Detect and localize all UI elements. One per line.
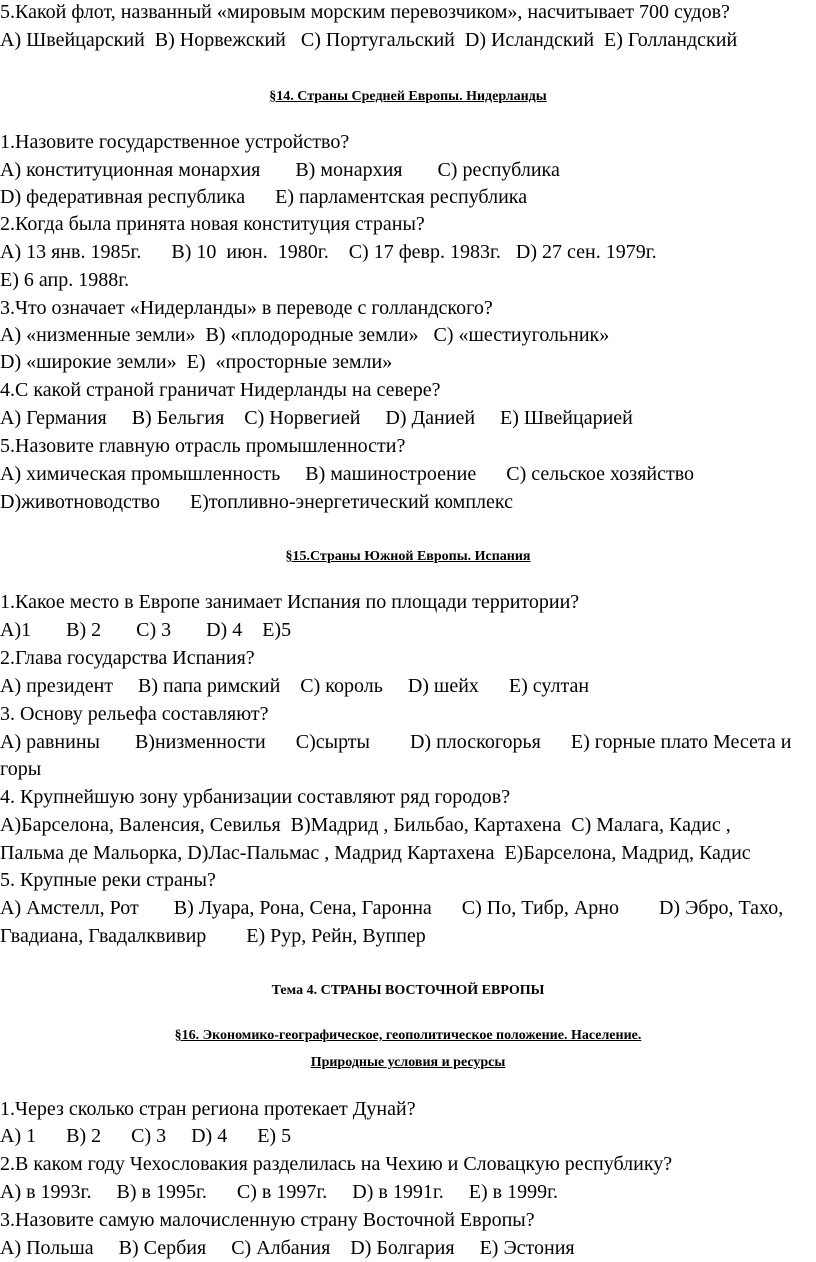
answer-options: А) 13 янв. 1985г. В) 10 июн. 1980г. С) 17 февр. 1983г. D) 27 сен. 1979г.: [0, 241, 657, 263]
answer-options: А) Польша В) Сербия С) Албания D) Болгария Е) Эстония: [0, 1237, 575, 1259]
question-text: 3.Что означает «Нидерланды» в переводе с голландского?: [0, 297, 493, 319]
answer-options: А) конституционная монархия В) монархия С) республика: [0, 159, 560, 181]
answer-options: А)Барселона, Валенсия, Севилья В)Мадрид , Бильбао, Картахена С) Малага, Кадис ,: [0, 814, 731, 836]
question-text: 5. Крупные реки страны?: [0, 869, 216, 891]
question-text: 1.Назовите государственное устройство?: [0, 131, 350, 153]
answer-options: А) Амстелл, Рот В) Луара, Рона, Сена, Гаронна С) По, Тибр, Арно D) Эбро, Тахо,: [0, 897, 784, 919]
answer-options: А) в 1993г. В) в 1995г. С) в 1997г. D) в 1991г. Е) в 1999г.: [0, 1181, 559, 1203]
question-text: 2.Глава государства Испания?: [0, 647, 255, 669]
answer-options: А) Германия В) Бельгия С) Норвегией D) Данией Е) Швейцарией: [0, 407, 633, 429]
question-text: 3.Назовите самую малочисленную страну Восточной Европы?: [0, 1209, 535, 1231]
answer-options: горы: [0, 758, 42, 780]
question-text: 2.В каком году Чехословакия разделилась на Чехию и Словацкую республику?: [0, 1153, 673, 1175]
answer-options: А) Швейцарский В) Норвежский С) Португальский D) Исландский Е) Голландский: [0, 29, 738, 51]
answer-options: Е) 6 апр. 1988г.: [0, 269, 130, 291]
answer-options: D)животноводство Е)топливно-энергетический комплекс: [0, 491, 513, 513]
answer-options: А) равнины В)низменности С)сырты D) плоскогорья Е) горные плато Месета и: [0, 731, 792, 753]
answer-options: А) президент В) папа римский С) король D) шейх Е) султан: [0, 675, 590, 697]
question-text: 3. Основу рельефа составляют?: [0, 703, 269, 725]
section-heading-16-line-1: §16. Экономико-географическое, геополитическое положение. Население.: [174, 1028, 642, 1043]
question-text: 2.Когда была принята новая конституция страны?: [0, 213, 425, 235]
section-heading-15: §15.Страны Южной Европы. Испания: [285, 549, 531, 564]
answer-options: Гвадиана, Гвадалквивир Е) Рур, Рейн, Вуппер: [0, 925, 426, 947]
answer-options: А) химическая промышленность В) машиностроение С) сельское хозяйство: [0, 463, 695, 485]
question-text: 1.Какое место в Европе занимает Испания по площади территории?: [0, 591, 580, 613]
answer-options: Пальма де Мальорка, D)Лас-Пальмас , Мадрид Картахена Е)Барселона, Мадрид, Кадис: [0, 842, 751, 864]
question-text: 1.Через сколько стран региона протекает Дунай?: [0, 1098, 416, 1120]
section-heading-14: §14. Страны Средней Европы. Нидерланды: [269, 89, 547, 104]
answer-options: D) «широкие земли» Е) «просторные земли»: [0, 351, 393, 373]
question-text: 4.С какой страной граничат Нидерланды на севере?: [0, 379, 441, 401]
answer-options: D) федеративная республика Е) парламентская республика: [0, 186, 528, 208]
section-heading-16-line-2: Природные условия и ресурсы: [310, 1055, 506, 1070]
question-text: 5.Какой флот, названный «мировым морским перевозчиком», насчитывает 700 судов?: [0, 1, 730, 23]
question-text: 4. Крупнейшую зону урбанизации составляют ряд городов?: [0, 786, 511, 808]
answer-options: А) «низменные земли» В) «плодородные земли» С) «шестиугольник»: [0, 324, 610, 346]
answer-options: А)1 В) 2 С) 3 D) 4 Е)5: [0, 619, 292, 641]
topic-heading: Тема 4. СТРАНЫ ВОСТОЧНОЙ ЕВРОПЫ: [271, 983, 545, 998]
answer-options: А) 1 В) 2 С) 3 D) 4 Е) 5: [0, 1125, 292, 1147]
question-text: 5.Назовите главную отрасль промышленности?: [0, 435, 406, 457]
